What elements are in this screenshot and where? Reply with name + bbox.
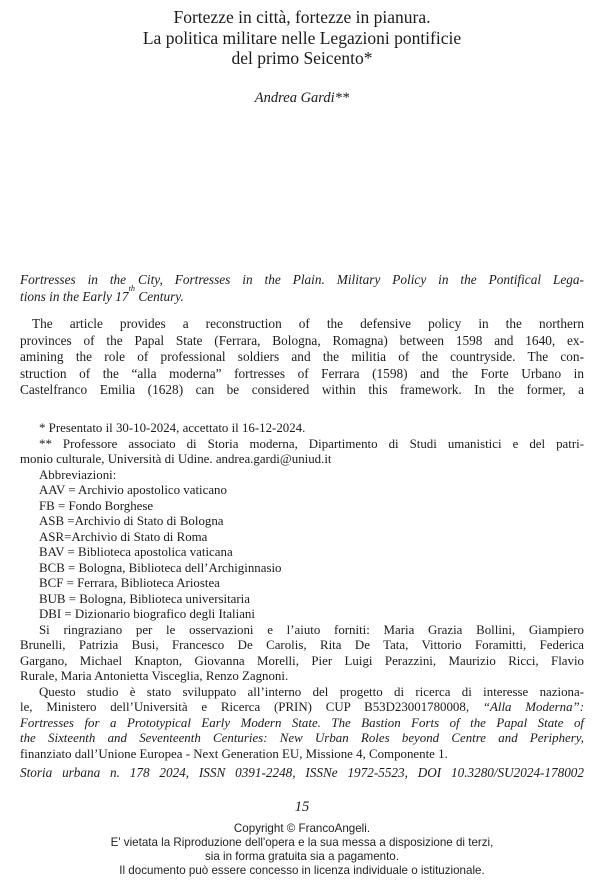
abstract-title: Fortresses in the City, Fortresses in the Plain. Military Policy in the Pontifical Lega- tions in the Early 17th Century. (20, 272, 584, 304)
copyright-notice: Copyright © FrancoAngeli. E' vietata la Riproduzione dell'opera e la sua messa a disposizione di terzi, sia in forma gratuita sia a pagamento. Il documento può essere concesso in licenza individuale o istituzionale. (110, 822, 494, 877)
author-name: Andrea Gardi** (254, 90, 350, 106)
abstract-paragraph: The article provides a reconstruction of the defensive policy in the northern provinces of the Papal State (Ferrara, Bologna, Romagna) between 1598 and 1640, ex- amining the role of professional soldiers and the militia of the countryside. The con- struction of the “alla moderna” fortresses of Ferrara (1598) and the Forte Urbano in Castelfranco Emilia (1628) can be considered within this framework. In the former, a (20, 316, 584, 398)
abbreviations-label: Abbreviazioni: (39, 467, 117, 482)
footnote-author-affiliation: ** Professore associato di Storia moderna, Dipartimento di Studi umanistici e del patri- monio culturale, Università di Udine. andrea.gardi@uniud.it (20, 436, 584, 466)
footnote-presentation-date: * Presentato il 30-10-2024, accettato il 16-12-2024. (39, 421, 306, 435)
footnote-acknowledgements: Si ringraziano per le osservazioni e l’aiuto forniti: Maria Grazia Bollini, Giampiero Brunelli, Patrizia Busi, Francesco De Carolis, Rita De Tata, Vittorio Foramitti, Federica Gargano, Michael Knapton, Giovanna Morelli, Pier Luigi Perazzini, Maurizio Ricci, Flavio Rurale, Maria Antonietta Visceglia, Renzo Zagnoni. (20, 622, 584, 683)
page-number: 15 (294, 799, 310, 815)
journal-citation-line: Storia urbana n. 178 2024, ISSN 0391-2248, ISSNe 1972-5523, DOI 10.3280/SU2024-178002 (20, 765, 584, 780)
footnotes-section (20, 421, 584, 762)
abbreviations-list: AAV = Archivio apostolico vaticano FB = Fondo Borghese ASB =Archivio di Stato di Bologna ASR=Archivio di Stato di Roma BAV = Biblioteca apostolica vaticana BCB = Bologna, Biblioteca dell’Archiginnasio BCF = Ferrara, Biblioteca Ariostea BUB = Bologna, Biblioteca universitaria DBI = Dizionario biografico degli Italiani (39, 483, 282, 621)
footnote-project-funding: Questo studio è stato sviluppato all’interno del progetto di ricerca di interesse naziona- le, Ministero dell’Università e Ricerca (PRIN) CUP B53D23001780008, “Alla Moderna”: Fortresses for a Prototypical Early Modern State. The Bastion Forts of the Papal State of the Sixteenth and Seventeenth Centuries: New Urban Roles beyond Centre and Periphery, finanziato dall’Unione Europea - Next Generation EU, Missione 4, Componente 1. (20, 684, 585, 761)
article-title: Fortezze in città, fortezze in pianura. La politica militare nelle Legazioni pontificie del primo Seicento* (142, 7, 462, 68)
